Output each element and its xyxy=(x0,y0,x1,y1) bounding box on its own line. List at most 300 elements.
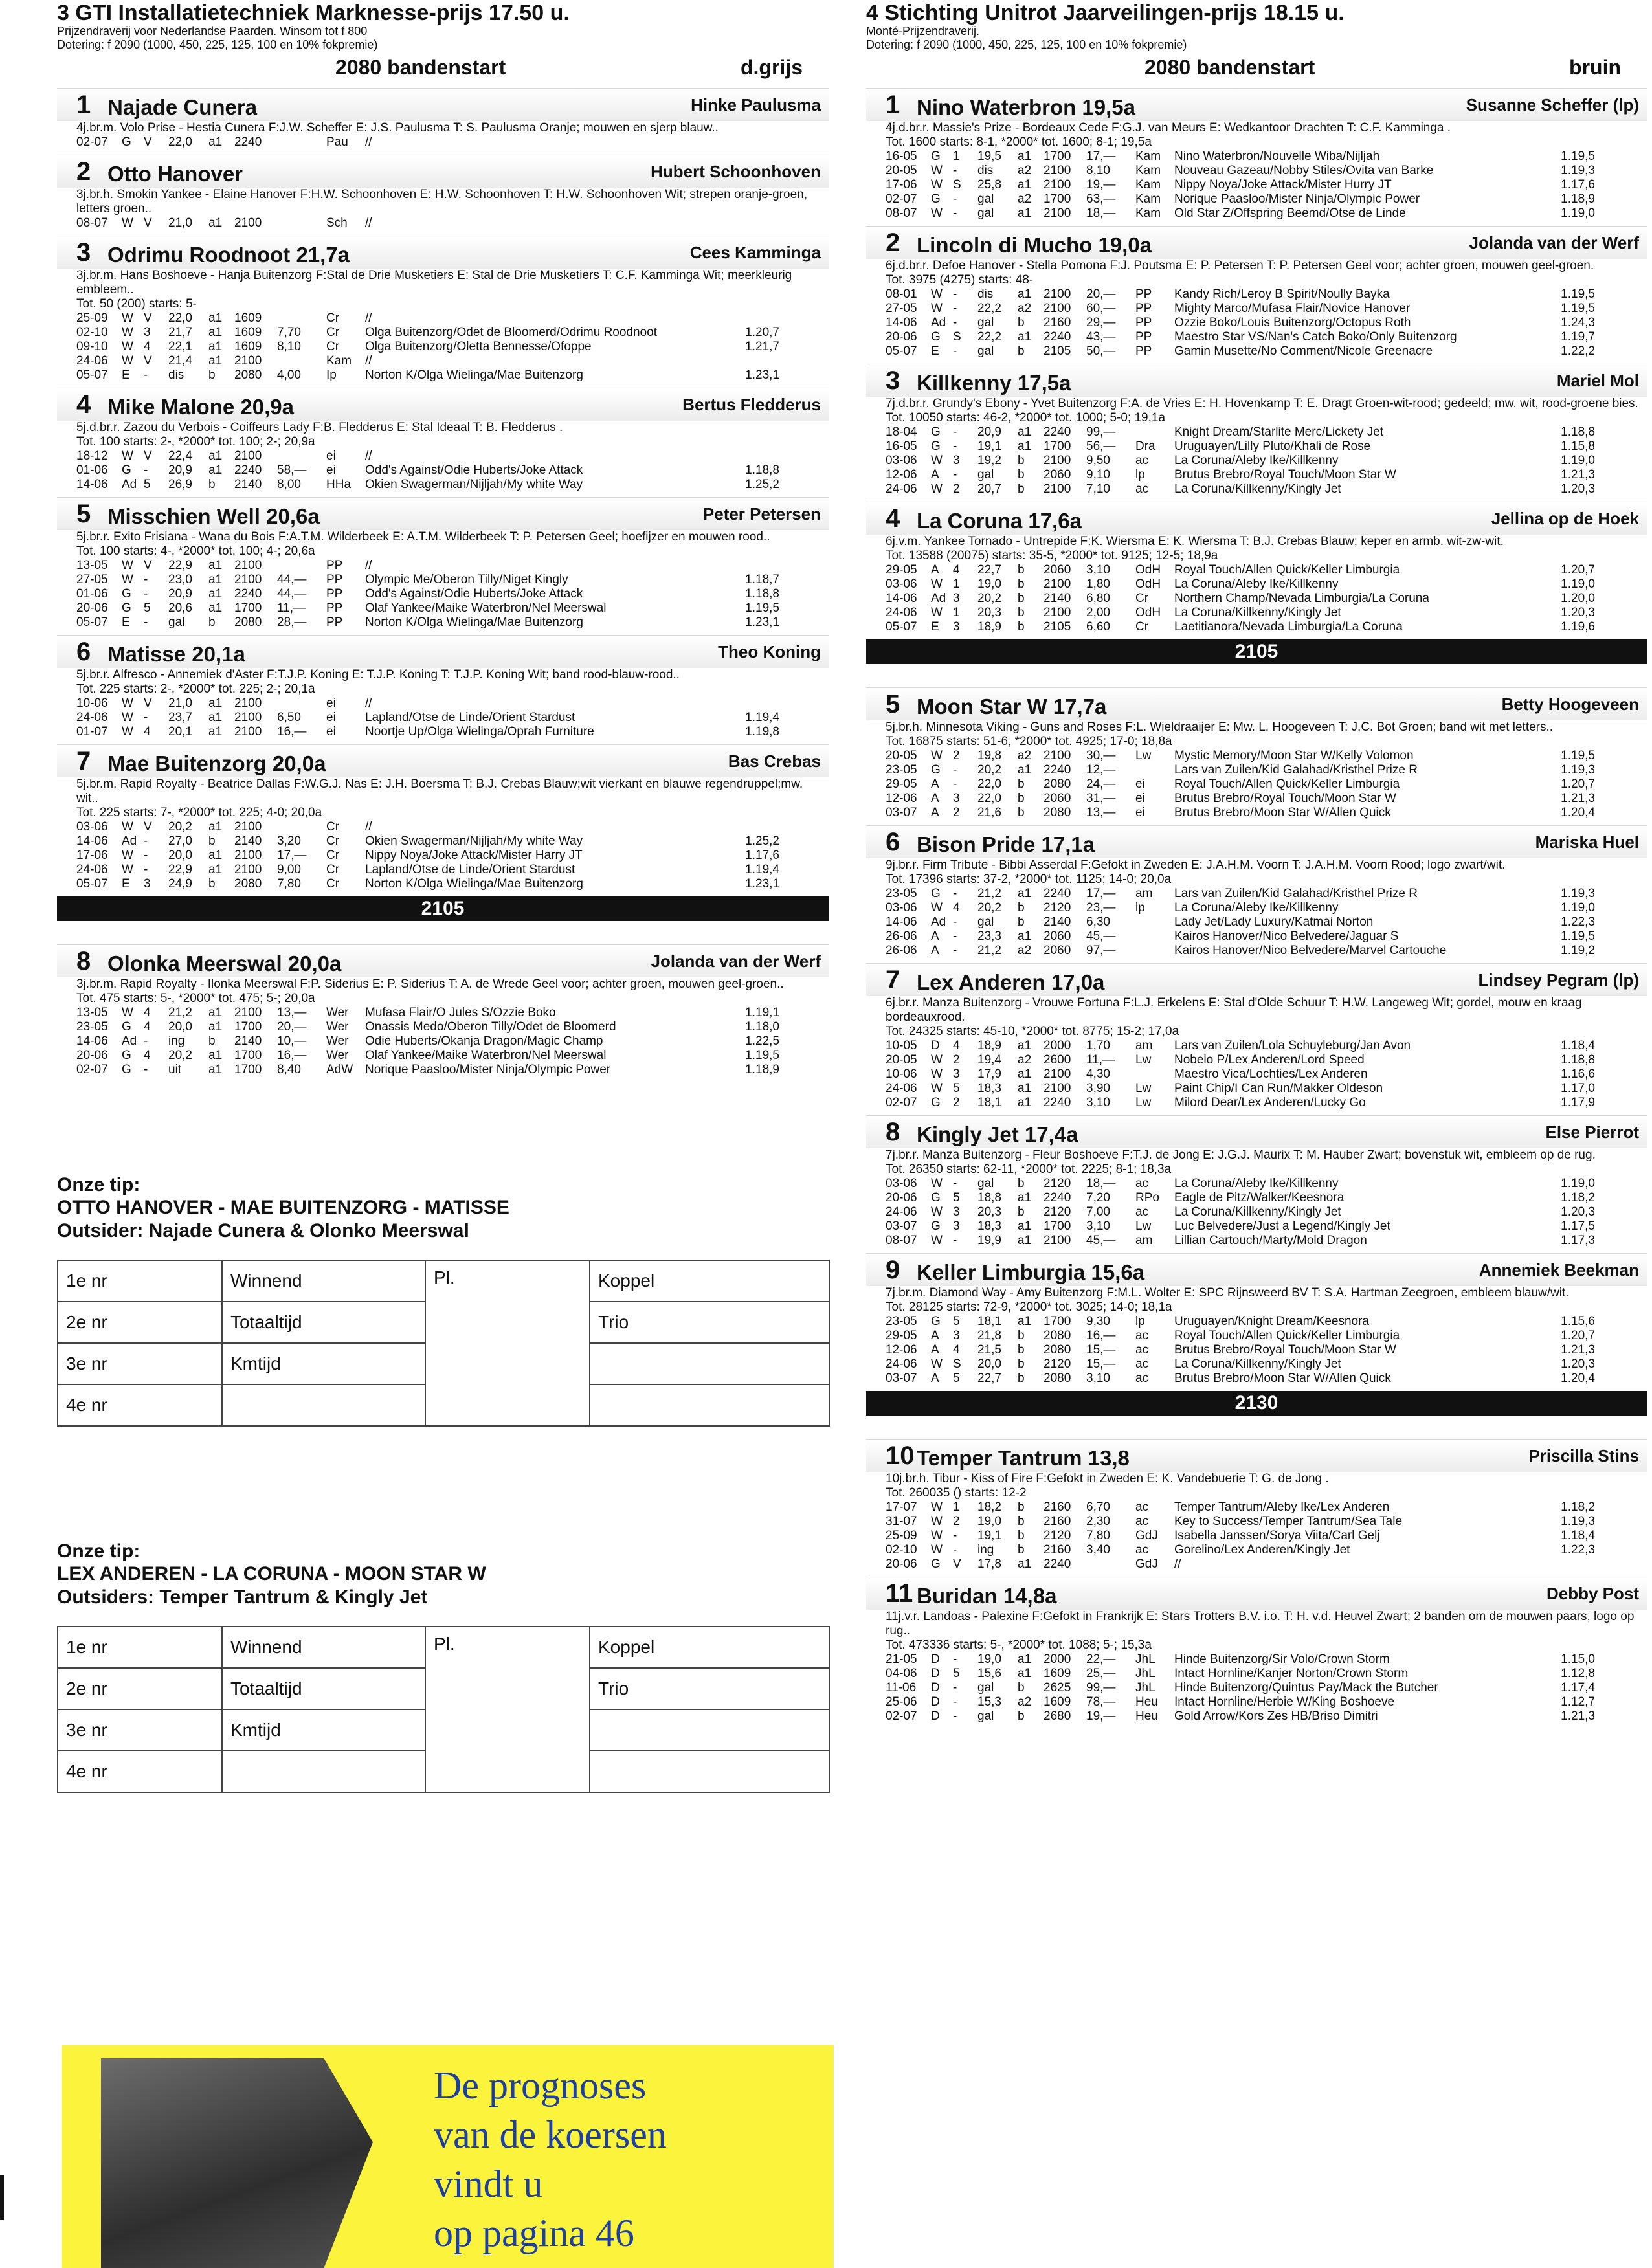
run-cell: b xyxy=(1018,806,1025,819)
run-row xyxy=(76,354,779,368)
run-cell: Ozzie Boko/Louis Buitenzorg/Octopus Roth xyxy=(1174,316,1411,329)
run-cell: W xyxy=(122,559,133,572)
run-cell: 05-07 xyxy=(886,620,917,634)
run-cell: Kam xyxy=(1135,164,1161,177)
run-cell: 1.21,3 xyxy=(1561,1343,1595,1357)
run-cell: 05-07 xyxy=(76,368,108,382)
run-cell: Intact Hornline/Herbie W/King Boshoeve xyxy=(1174,1695,1395,1709)
run-cell: ac xyxy=(1135,1343,1149,1357)
run-row xyxy=(886,316,1595,330)
driver-name: Peter Petersen xyxy=(702,504,821,524)
run-cell: 1.19,3 xyxy=(1561,164,1595,177)
horse-entry xyxy=(57,88,829,150)
run-cell: 6,70 xyxy=(1086,1500,1110,1514)
result-label-4: 4e nr xyxy=(58,1384,222,1426)
run-cell: gal xyxy=(977,206,994,220)
run-cell: 1.12,8 xyxy=(1561,1667,1595,1680)
run-cell: 2140 xyxy=(1044,592,1071,605)
run-cell: b xyxy=(1018,1515,1025,1528)
run-cell: 22,0 xyxy=(168,311,192,325)
recent-runs-table xyxy=(76,135,779,150)
run-cell: 21,5 xyxy=(977,1343,1001,1357)
run-cell: 25-06 xyxy=(886,1695,917,1709)
run-cell: W xyxy=(931,454,943,467)
run-cell: W xyxy=(931,1177,943,1190)
run-cell: a1 xyxy=(208,340,223,353)
run-cell: 1 xyxy=(953,1500,960,1514)
run-cell: 2100 xyxy=(234,849,262,862)
run-cell: W xyxy=(931,164,943,177)
horse-career-stats: Tot. 1600 starts: 8-1, *2000* tot. 1600; 8-1; 19,5a xyxy=(886,135,1152,149)
run-cell: Hinde Buitenzorg/Quintus Pay/Mack the Butcher xyxy=(1174,1681,1438,1695)
run-cell: 20,2 xyxy=(977,763,1001,777)
run-cell: 21,8 xyxy=(977,1329,1001,1342)
promo-line: op pagina 46 xyxy=(434,2212,634,2254)
result-label-trio: Trio xyxy=(590,1302,829,1343)
run-cell: 22,0 xyxy=(977,777,1001,791)
run-cell: 28,— xyxy=(277,616,307,629)
run-cell: Old Star Z/Offspring Beemd/Otse de Linde xyxy=(1174,206,1406,220)
run-row xyxy=(886,1500,1595,1515)
horse-pedigree: 6j.v.m. Yankee Tornado - Untrepide F:K. Wiersma E: K. Wiersma T: B.J. Crebas Blauw; keper en armb. wit-zw-wit. xyxy=(886,535,1504,548)
run-cell: 6,80 xyxy=(1086,592,1110,605)
run-cell: V xyxy=(953,1557,961,1571)
run-cell: 1.19,3 xyxy=(1561,1515,1595,1528)
run-row xyxy=(76,368,779,383)
run-cell: Lw xyxy=(1135,1096,1152,1109)
run-cell: 17,9 xyxy=(977,1067,1001,1081)
run-cell xyxy=(1135,944,1174,958)
horse-name: Odrimu Roodnoot 21,7a xyxy=(107,243,350,267)
run-cell: Cr xyxy=(326,834,340,848)
run-cell: 1.17,6 xyxy=(745,849,779,862)
run-cell: W xyxy=(122,354,133,368)
run-cell: 20,9 xyxy=(977,425,1001,439)
run-cell: b xyxy=(1018,915,1025,929)
run-cell: 2080 xyxy=(234,877,262,891)
run-row xyxy=(886,929,1595,944)
run-cell: - xyxy=(144,1063,148,1076)
horse-career-stats: Tot. 50 (200) starts: 5- xyxy=(76,297,197,311)
run-cell: Norton K/Olga Wielinga/Mae Buitenzorg xyxy=(365,368,583,382)
run-cell: PP xyxy=(1135,316,1152,329)
run-cell: ac xyxy=(1135,1205,1149,1219)
run-cell: Gamin Musette/No Comment/Nicole Greenacre xyxy=(1174,344,1433,358)
run-cell: 01-06 xyxy=(76,587,108,601)
run-cell: W xyxy=(931,901,943,915)
run-cell: 22,9 xyxy=(168,863,192,876)
run-cell: a1 xyxy=(208,601,223,615)
run-cell: 22,2 xyxy=(977,302,1001,315)
run-cell: W xyxy=(931,1082,943,1095)
horse-pedigree: 5j.br.r. Exito Frisiana - Wana du Bois F:A.T.M. Wilderbeek E: A.T.M. Wilderbeek T: P. Petersen Geel; hoefijzer en mouwen rood.. xyxy=(76,530,770,544)
race-title: 3 GTI Installatietechniek Marknesse-prijs 17.50 u. xyxy=(57,1,570,25)
run-cell: PP xyxy=(326,601,343,615)
run-cell: a1 xyxy=(208,573,223,586)
run-cell: 1.19,0 xyxy=(1561,577,1595,591)
run-cell: 2 xyxy=(953,1096,960,1109)
run-cell: Brutus Brebro/Royal Touch/Moon Star W xyxy=(1174,792,1396,805)
horse-career-stats: Tot. 17396 starts: 37-2, *2000* tot. 1125; 14-0; 20,0a xyxy=(886,873,1172,886)
recent-runs-table xyxy=(76,449,779,492)
run-cell: 19,8 xyxy=(977,749,1001,762)
run-cell: a2 xyxy=(1018,944,1032,957)
horse-entry xyxy=(866,502,1647,634)
run-cell: b xyxy=(208,1034,216,1048)
run-cell: 18-12 xyxy=(76,449,108,463)
run-cell: 1.20,7 xyxy=(1561,777,1595,791)
run-cell: lp xyxy=(1135,901,1145,915)
run-row xyxy=(886,1219,1595,1234)
run-cell: 1.20,7 xyxy=(1561,1329,1595,1342)
horse-career-stats: Tot. 3975 (4275) starts: 48- xyxy=(886,273,1034,287)
horse-number: 3 xyxy=(76,238,91,267)
run-cell: 2240 xyxy=(234,135,262,149)
result-label-2: 2e nr xyxy=(58,1302,222,1343)
run-cell: Cr xyxy=(326,820,340,834)
run-cell: b xyxy=(1018,1681,1025,1695)
recent-runs-table xyxy=(886,1039,1595,1110)
run-cell: b xyxy=(208,834,216,848)
run-cell: Kairos Hanover/Nico Belvedere/Jaguar S xyxy=(1174,929,1399,943)
run-cell: 03-06 xyxy=(886,577,917,591)
run-cell: - xyxy=(953,425,957,439)
race-subtitle: Prijzendraverij voor Nederlandse Paarden. Winsom tot f 800 xyxy=(57,25,368,38)
run-row xyxy=(886,901,1595,915)
run-cell: a1 xyxy=(1018,887,1032,900)
run-cell: 23-05 xyxy=(886,1315,917,1328)
run-cell: 22,1 xyxy=(168,340,192,353)
horse-pedigree: 3j.br.m. Rapid Royalty - Ilonka Meerswal F:P. Siderius E: P. Siderius T: A. de Wrede Geel voor; achter groen, mouwen geel-groen.. xyxy=(76,977,784,991)
race-subtitle: Monté-Prijzendraverij. xyxy=(866,25,980,38)
horse-entry xyxy=(57,388,829,492)
run-cell: Okien Swagerman/Nijljah/My white Way xyxy=(365,834,583,848)
run-cell: ac xyxy=(1135,1177,1149,1190)
run-cell: 4 xyxy=(144,1020,151,1034)
run-cell: 2100 xyxy=(1044,482,1071,496)
run-row xyxy=(886,1082,1595,1096)
horse-name: Lincoln di Mucho 19,0a xyxy=(917,233,1152,257)
run-cell: Intact Hornline/Kanjer Norton/Crown Storm xyxy=(1174,1667,1409,1680)
run-cell: - xyxy=(953,1234,957,1247)
run-cell: a1 xyxy=(1018,1096,1032,1109)
run-cell: 43,— xyxy=(1086,330,1116,344)
run-cell: - xyxy=(144,863,148,876)
run-cell: 20,0 xyxy=(168,849,192,862)
run-cell: 24-06 xyxy=(76,354,108,368)
run-cell: Ad xyxy=(931,316,946,329)
run-cell: 4 xyxy=(144,725,151,739)
run-cell: 2,00 xyxy=(1086,606,1110,619)
run-cell: 1.21,3 xyxy=(1561,468,1595,482)
run-cell: a1 xyxy=(1018,1219,1032,1233)
run-cell: 1.19,5 xyxy=(745,601,779,615)
run-cell: 3 xyxy=(144,877,151,891)
run-cell: - xyxy=(953,192,957,206)
run-cell: Wer xyxy=(326,1049,349,1062)
run-cell: E xyxy=(122,877,130,891)
run-cell: 1.18,9 xyxy=(745,1063,779,1076)
run-cell: dis xyxy=(168,368,184,382)
run-cell: 5 xyxy=(953,1191,960,1205)
run-cell: 14-06 xyxy=(76,478,108,491)
run-cell: 2680 xyxy=(1044,1709,1071,1723)
run-cell: HHa xyxy=(326,478,352,491)
run-cell: G xyxy=(931,1219,941,1233)
run-cell: - xyxy=(144,711,148,724)
run-cell: gal xyxy=(977,1177,994,1190)
run-cell: 1.12,7 xyxy=(1561,1695,1595,1709)
result-label-1: 1e nr xyxy=(58,1627,222,1668)
run-cell: 56,— xyxy=(1086,439,1116,453)
run-cell: b xyxy=(1018,1372,1025,1385)
run-cell: am xyxy=(1135,887,1153,900)
tip-race-3 xyxy=(57,1174,829,1427)
run-cell: b xyxy=(1018,901,1025,915)
run-cell: D xyxy=(931,1667,940,1680)
run-cell: - xyxy=(953,1177,957,1190)
run-cell: W xyxy=(931,206,943,220)
race-prize-money: Dotering: f 2090 (1000, 450, 225, 125, 100 en 10% fokpremie) xyxy=(866,38,1187,51)
run-cell: 19,9 xyxy=(977,1234,1001,1247)
run-cell: Maestro Star VS/Nan's Catch Boko/Only Buitenzorg xyxy=(1174,330,1457,344)
run-cell: G xyxy=(931,150,941,163)
run-cell: W xyxy=(931,606,943,619)
run-cell: - xyxy=(953,1652,957,1666)
run-cell: 20,3 xyxy=(977,1205,1001,1219)
run-cell: ac xyxy=(1135,1372,1149,1385)
race-start-type: 2080 bandenstart xyxy=(1144,56,1315,79)
run-cell: W xyxy=(122,696,133,710)
run-cell: Lw xyxy=(1135,1082,1152,1095)
run-cell: 1700 xyxy=(1044,192,1071,206)
run-cell: b xyxy=(1018,468,1025,482)
run-cell: // xyxy=(1174,1557,1181,1571)
run-cell: W xyxy=(122,725,133,739)
run-cell: 2 xyxy=(953,806,960,819)
horse-number: 4 xyxy=(886,504,900,533)
horse-career-stats: Tot. 260035 () starts: 12-2 xyxy=(886,1486,1027,1500)
run-cell: G xyxy=(931,1557,941,1571)
run-cell: PP xyxy=(326,616,343,629)
result-label-3: 3e nr xyxy=(58,1709,222,1751)
horse-name: Misschien Well 20,6a xyxy=(107,504,320,528)
run-cell: 21-05 xyxy=(886,1652,917,1666)
recent-runs-table xyxy=(886,563,1595,634)
run-row xyxy=(886,1667,1595,1681)
run-cell: a1 xyxy=(1018,1039,1032,1052)
run-cell: 2140 xyxy=(234,478,262,491)
run-cell: 1.19,7 xyxy=(1561,330,1595,344)
run-cell: 18,1 xyxy=(977,1315,1001,1328)
run-row xyxy=(886,302,1595,316)
race-3-horses-2105 xyxy=(57,944,829,1077)
run-cell: JhL xyxy=(1135,1667,1155,1680)
run-cell: b xyxy=(1018,1329,1025,1342)
run-cell: 2100 xyxy=(1044,577,1071,591)
recent-runs-table xyxy=(886,150,1595,221)
run-cell: 3,10 xyxy=(1086,1372,1110,1385)
run-row xyxy=(886,1039,1595,1053)
horse-career-stats: Tot. 100 starts: 4-, *2000* tot. 100; 4-; 20,6a xyxy=(76,544,315,558)
run-row xyxy=(76,311,779,326)
run-cell: 1.15,6 xyxy=(1561,1315,1595,1328)
run-row xyxy=(886,344,1595,359)
run-cell: La Coruna/Aleby Ike/Killkenny xyxy=(1174,577,1339,591)
horse-career-stats: Tot. 225 starts: 7-, *2000* tot. 225; 4-0; 20,0a xyxy=(76,806,322,819)
run-cell: 13,— xyxy=(277,1006,307,1019)
run-cell: 2120 xyxy=(1044,1357,1071,1371)
run-cell: 18,2 xyxy=(977,1500,1001,1514)
run-cell: 17,— xyxy=(277,849,307,862)
run-cell: Norique Paasloo/Mister Ninja/Olympic Power xyxy=(365,1063,611,1076)
run-cell: 14-06 xyxy=(76,1034,108,1048)
run-cell: Heu xyxy=(1135,1709,1158,1723)
run-row xyxy=(886,577,1595,592)
horse-entry xyxy=(866,226,1647,359)
race-number-color: d.grijs xyxy=(740,56,803,79)
run-cell: 13-05 xyxy=(76,559,108,572)
run-cell: a1 xyxy=(208,311,223,325)
run-cell: 60,— xyxy=(1086,302,1116,315)
horse-number: 1 xyxy=(886,91,900,119)
run-cell: a1 xyxy=(208,863,223,876)
run-cell xyxy=(1135,915,1174,929)
run-cell: b xyxy=(208,616,216,629)
driver-name: Bas Crebas xyxy=(728,751,821,771)
run-cell: // xyxy=(365,311,372,325)
tip-outsiders: Outsider: Najade Cunera & Olonko Meerswal xyxy=(57,1220,469,1241)
run-cell: a1 xyxy=(1018,1082,1032,1095)
run-cell: G xyxy=(931,1191,941,1205)
run-cell: 31-07 xyxy=(886,1515,917,1528)
run-cell: PP xyxy=(326,559,343,572)
race-3-header xyxy=(57,1,829,85)
run-cell: Ad xyxy=(931,915,946,929)
run-cell: 24-06 xyxy=(886,606,917,619)
run-cell: 1609 xyxy=(234,340,262,353)
run-cell: 20,2 xyxy=(977,592,1001,605)
run-cell: 22,2 xyxy=(977,330,1001,344)
page-edge-mark xyxy=(0,2175,4,2220)
run-cell: A xyxy=(931,468,939,482)
run-cell: Odd's Against/Odie Huberts/Joke Attack xyxy=(365,587,583,601)
horse-pedigree: 3j.br.h. Smokin Yankee - Elaine Hanover F:H.W. Schoonhoven E: H.W. Schoonhoven T: H.W. Schoonhoven Wit; strepen oranje-groen, letters groen.. xyxy=(76,188,807,216)
run-cell: ac xyxy=(1135,1329,1149,1342)
run-cell: 20,1 xyxy=(168,725,192,739)
run-cell: 14-06 xyxy=(886,915,917,929)
horse-header xyxy=(57,944,829,977)
run-cell: ac xyxy=(1135,1500,1149,1514)
run-cell: 2080 xyxy=(1044,1343,1071,1357)
run-cell: b xyxy=(1018,482,1025,496)
run-cell: 2120 xyxy=(1044,1529,1071,1542)
run-cell: Luc Belvedere/Just a Legend/Kingly Jet xyxy=(1174,1219,1390,1233)
run-cell: Kam xyxy=(1135,192,1161,206)
horse-header xyxy=(866,1439,1647,1472)
horse-name: La Coruna 17,6a xyxy=(917,509,1082,533)
run-cell: ac xyxy=(1135,1543,1149,1557)
run-cell: 19,5 xyxy=(977,150,1001,163)
run-cell: ei xyxy=(1135,806,1145,819)
run-cell xyxy=(728,449,779,463)
run-cell: 03-06 xyxy=(886,454,917,467)
run-cell: 1.17,0 xyxy=(1561,1082,1595,1095)
horse-number: 2 xyxy=(886,228,900,257)
run-cell: a1 xyxy=(208,1020,223,1034)
run-cell: // xyxy=(365,135,372,149)
run-cell: 18,1 xyxy=(977,1096,1001,1109)
run-cell: 1.20,3 xyxy=(1561,606,1595,619)
race-3-horses xyxy=(57,88,829,891)
run-cell: W xyxy=(122,216,133,230)
race-4-horses xyxy=(866,88,1647,634)
run-cell: 8,00 xyxy=(277,478,301,491)
run-cell: 5 xyxy=(953,1082,960,1095)
run-cell: Milord Dear/Lex Anderen/Lucky Go xyxy=(1174,1096,1366,1109)
run-row xyxy=(886,1357,1595,1372)
run-cell: Ad xyxy=(122,478,137,491)
driver-name: Lindsey Pegram (lp) xyxy=(1478,970,1639,990)
run-cell: 20-06 xyxy=(886,330,917,344)
run-cell: 4 xyxy=(953,901,960,915)
recent-runs-table xyxy=(886,749,1595,820)
run-cell: 2100 xyxy=(234,216,262,230)
run-cell: W xyxy=(931,178,943,192)
run-cell: 4 xyxy=(144,1006,151,1019)
run-cell: Ad xyxy=(122,1034,137,1048)
run-cell: 9,10 xyxy=(1086,468,1110,482)
run-cell: Brutus Brebro/Royal Touch/Moon Star W xyxy=(1174,1343,1396,1357)
run-cell: 63,— xyxy=(1086,192,1116,206)
run-cell: gal xyxy=(168,616,185,629)
run-row xyxy=(76,1063,779,1077)
run-cell: - xyxy=(953,439,957,453)
horse-name: Mae Buitenzorg 20,0a xyxy=(107,751,326,775)
run-cell: Kam xyxy=(1135,150,1161,163)
run-row xyxy=(886,439,1595,454)
run-cell: W xyxy=(931,577,943,591)
run-cell: Sch xyxy=(326,216,348,230)
run-cell: 2 xyxy=(953,1515,960,1528)
run-cell: G xyxy=(931,1096,941,1109)
horse-career-stats: Tot. 475 starts: 5-, *2000* tot. 475; 5-; 20,0a xyxy=(76,992,315,1005)
run-cell: 03-06 xyxy=(886,1177,917,1190)
recent-runs-table xyxy=(886,887,1595,958)
run-cell: - xyxy=(953,468,957,482)
run-cell: dis xyxy=(977,287,994,301)
run-cell: S xyxy=(953,178,961,192)
run-cell: - xyxy=(144,616,148,629)
horse-pedigree: 11j.v.r. Landoas - Palexine F:Gefokt in Frankrijk E: Stars Trotters B.V. i.o. T: H. v.d. Heuvel Zwart; 2 banden om de mouwen paars, logo op rug.. xyxy=(886,1610,1635,1638)
run-cell: 29-05 xyxy=(886,563,917,577)
run-cell: 2060 xyxy=(1044,468,1071,482)
run-cell: 2240 xyxy=(1044,1096,1071,1109)
run-cell: a2 xyxy=(1018,1053,1032,1067)
run-cell: D xyxy=(931,1652,940,1666)
run-cell: Onassis Medo/Oberon Tilly/Odet de Bloomerd xyxy=(365,1020,616,1034)
horse-name: Moon Star W 17,7a xyxy=(917,695,1107,718)
result-empty xyxy=(222,1751,425,1792)
run-cell: 1.23,1 xyxy=(745,877,779,891)
run-row xyxy=(886,1053,1595,1067)
horse-career-stats: Tot. 13588 (20075) starts: 35-5, *2000* tot. 9125; 12-5; 18,9a xyxy=(886,549,1218,562)
run-cell: 2100 xyxy=(1044,287,1071,301)
run-cell: Brutus Brebro/Moon Star W/Allen Quick xyxy=(1174,806,1391,819)
run-cell: 2105 xyxy=(1044,344,1071,358)
run-cell: 1.19,0 xyxy=(1561,901,1595,915)
horse-entry xyxy=(866,825,1647,958)
